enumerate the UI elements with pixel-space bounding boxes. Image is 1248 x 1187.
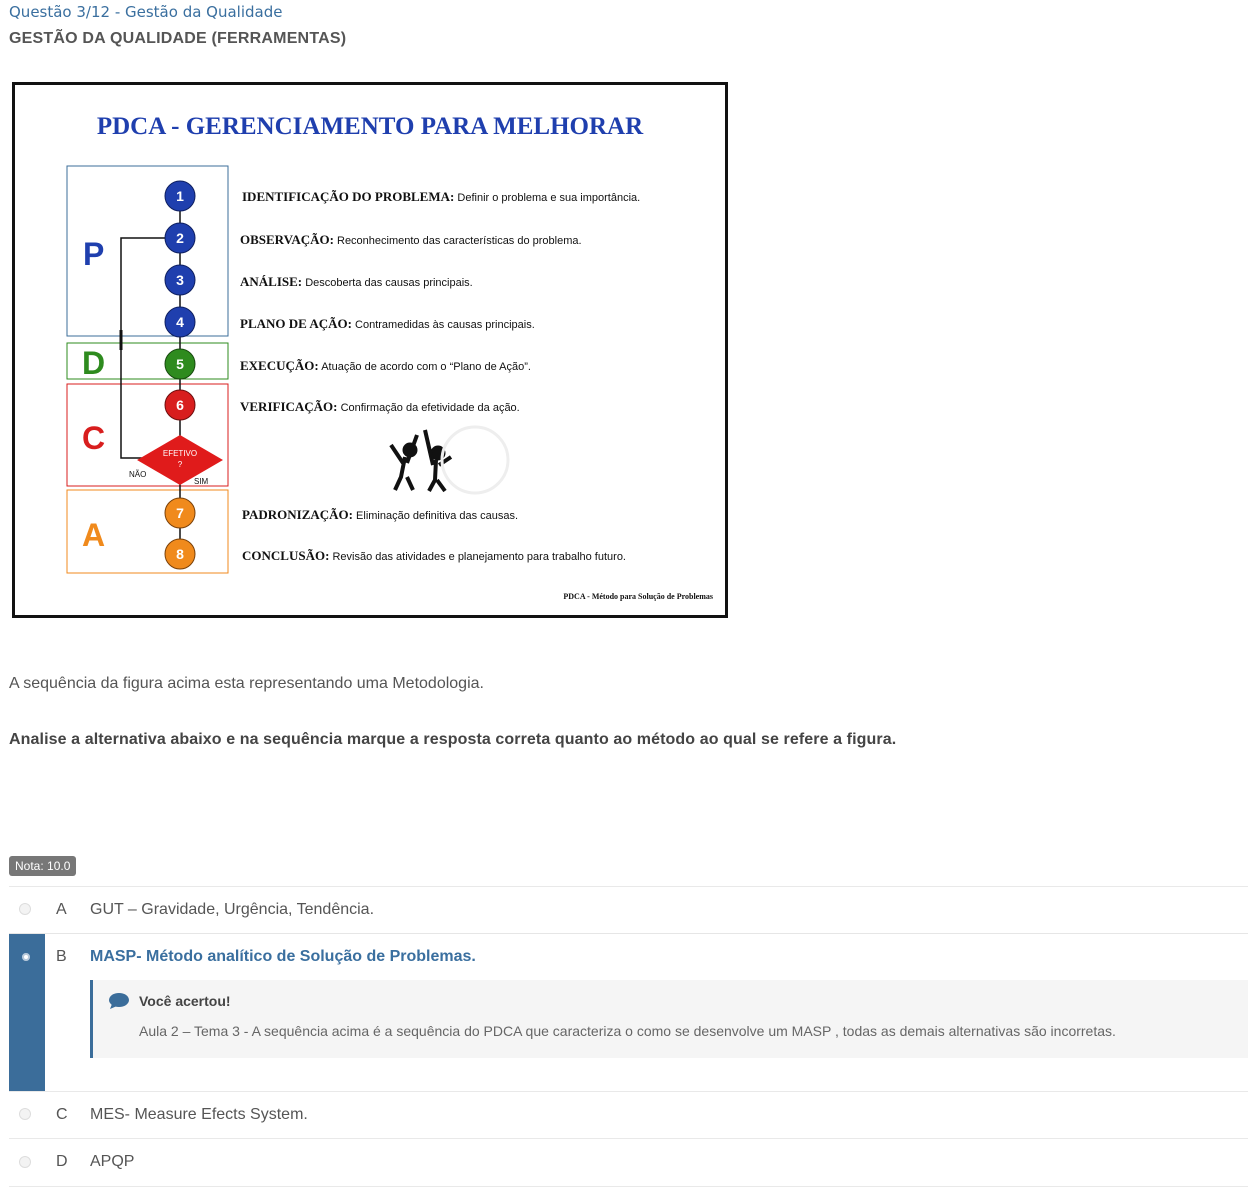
- step-text-5: EXECUÇÃO: Atuação de acordo com o “Plano de Ação”.: [240, 358, 531, 373]
- option-b-letter: B: [56, 948, 67, 965]
- option-d-letter: D: [56, 1153, 68, 1170]
- question-subject: GESTÃO DA QUALIDADE (FERRAMENTAS): [9, 30, 347, 47]
- decision-yes-label: SIM: [194, 477, 209, 486]
- pdca-flow-diagram: [15, 85, 725, 615]
- step-number-7: 7: [176, 505, 184, 521]
- option-a-letter: A: [56, 901, 67, 918]
- phase-letter-a: A: [82, 517, 106, 553]
- option-a[interactable]: [9, 886, 1248, 933]
- grade-badge: Nota: 10.0: [9, 856, 76, 876]
- figure-footer: PDCA - Método para Solução de Problemas: [563, 592, 713, 601]
- phase-letter-c: C: [82, 420, 106, 456]
- step-text-4: PLANO DE AÇÃO: Contramedidas às causas principais.: [240, 316, 535, 331]
- step-number-3: 3: [176, 272, 184, 288]
- option-c-letter: C: [56, 1106, 68, 1123]
- option-b-text: MASP- Método analítico de Solução de Problemas.: [90, 948, 476, 965]
- step-text-2: OBSERVAÇÃO: Reconhecimento das características do problema.: [240, 232, 582, 247]
- pdca-figure: [12, 82, 728, 618]
- option-c[interactable]: [9, 1091, 1248, 1138]
- loop-back-line: [121, 238, 165, 458]
- option-a-text: GUT – Gravidade, Urgência, Tendência.: [90, 901, 375, 918]
- step-number-6: 6: [176, 397, 184, 413]
- figure-title: PDCA - GERENCIAMENTO PARA MELHORAR: [96, 113, 644, 140]
- option-c-text: MES- Measure Efects System.: [90, 1106, 308, 1123]
- option-d[interactable]: [9, 1138, 1248, 1187]
- question-header: Questão 3/12 - Gestão da Qualidade: [9, 3, 283, 21]
- step-text-1: IDENTIFICAÇÃO DO PROBLEMA: Definir o problema e sua importância.: [242, 189, 641, 204]
- step-text-7: PADRONIZAÇÃO: Eliminação definitiva das causas.: [242, 507, 519, 522]
- phase-letter-p: P: [83, 236, 105, 272]
- step-number-1: 1: [176, 188, 184, 204]
- step-number-2: 2: [176, 230, 184, 246]
- question-statement: A sequência da figura acima esta representando uma Metodologia.: [9, 675, 484, 692]
- decision-no-label: NÃO: [129, 470, 147, 479]
- feedback-title: Você acertou!: [139, 993, 231, 1009]
- step-number-4: 4: [176, 314, 184, 330]
- comment-icon: [108, 992, 130, 1010]
- option-c-radio[interactable]: [19, 1108, 31, 1120]
- step-text-6: VERIFICAÇÃO: Confirmação da efetividade da ação.: [240, 399, 520, 414]
- option-d-text: APQP: [90, 1153, 135, 1170]
- question-instruction: Analise a alternativa abaixo e na sequência marque a resposta correta quanto ao método ao qual se refere a figura.: [9, 731, 897, 748]
- option-b-radio[interactable]: [20, 951, 32, 963]
- option-d-radio[interactable]: [19, 1156, 31, 1168]
- celebrating-figures-clipart: [391, 427, 508, 493]
- step-number-8: 8: [176, 546, 184, 562]
- phase-letter-d: D: [82, 345, 106, 381]
- feedback-text: Aula 2 – Tema 3 - A sequência acima é a sequência do PDCA que caracteriza o como se desenvolve um MASP , todas as demais alternativas são incorretas.: [139, 1023, 1116, 1039]
- decision-label: EFETIVO: [162, 449, 198, 458]
- decision-mark: ?: [177, 460, 183, 469]
- step-number-5: 5: [176, 356, 184, 372]
- option-b[interactable]: [9, 933, 1248, 1091]
- answer-feedback: [90, 980, 1248, 1058]
- option-a-radio[interactable]: [19, 903, 31, 915]
- step-text-8: CONCLUSÃO: Revisão das atividades e planejamento para trabalho futuro.: [242, 548, 626, 563]
- step-text-3: ANÁLISE: Descoberta das causas principais.: [240, 274, 473, 289]
